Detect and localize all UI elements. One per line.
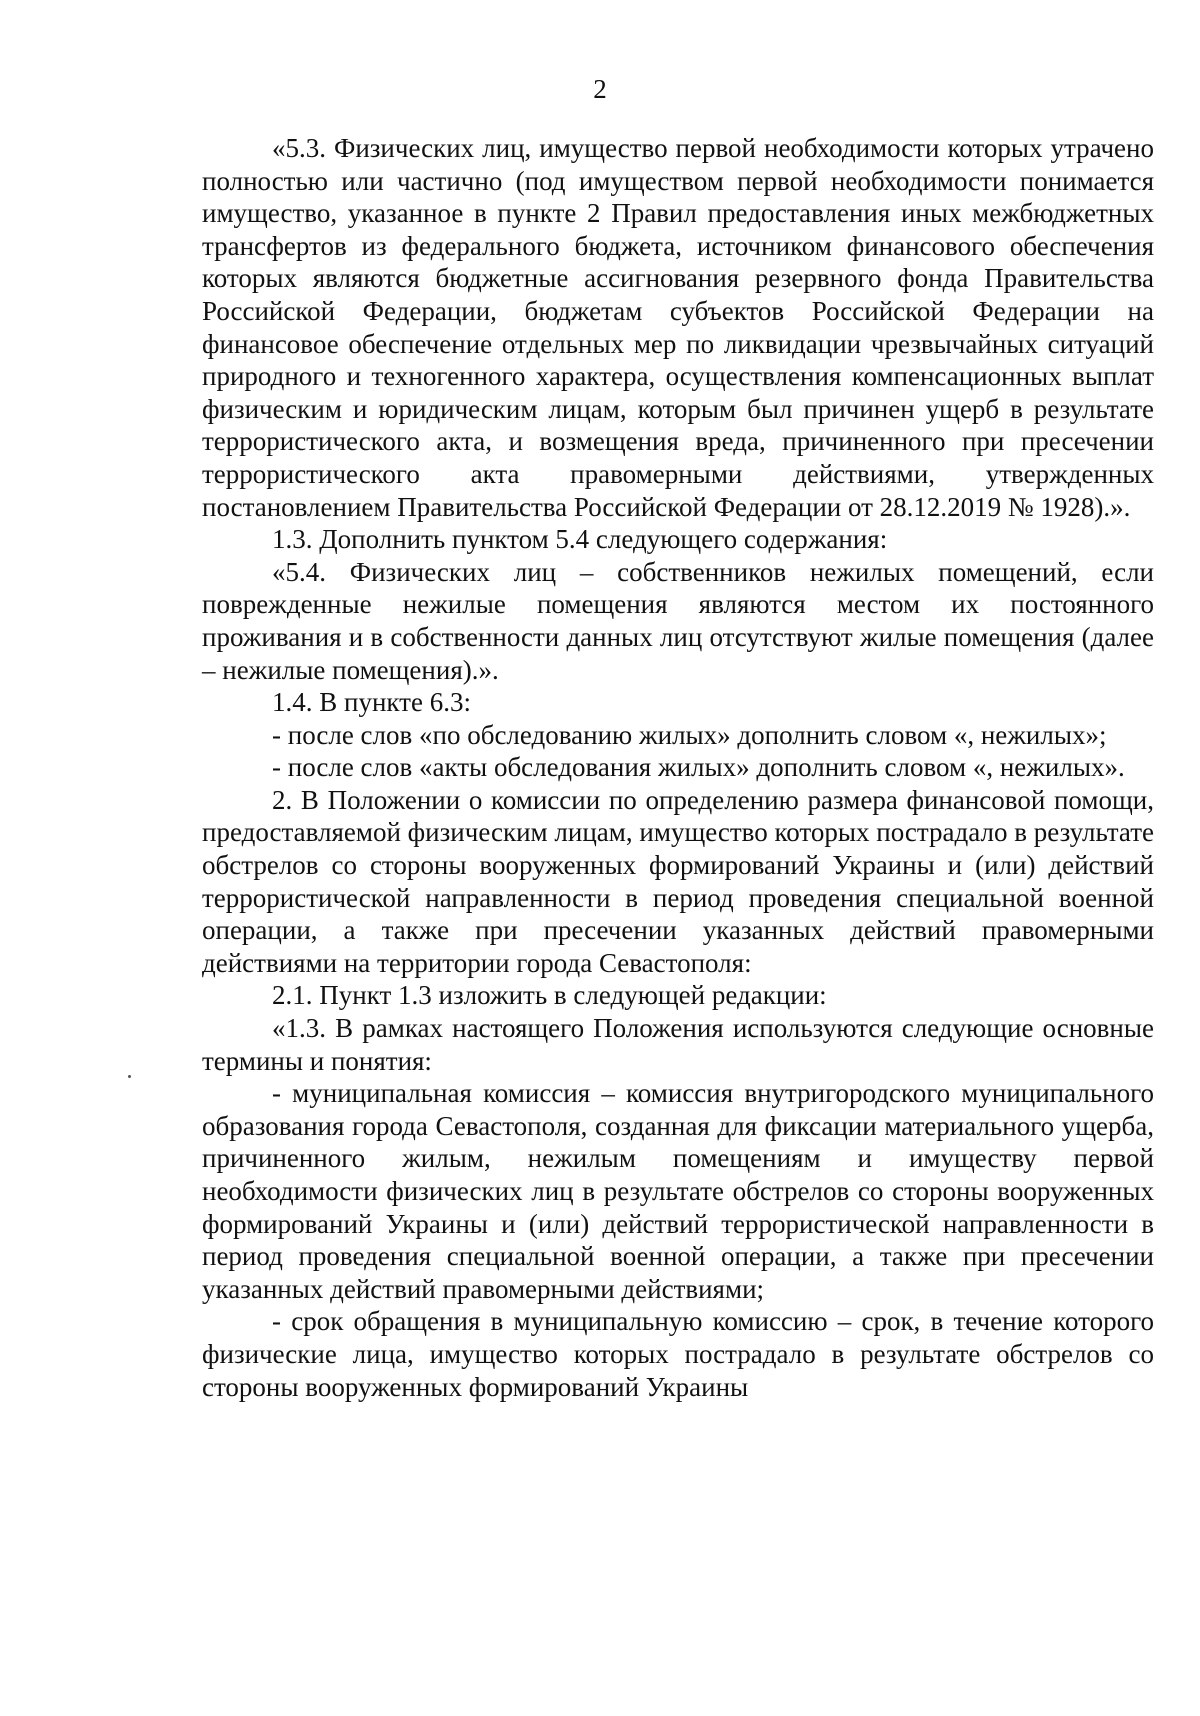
paragraph-5-3: «5.3. Физических лиц, имущество первой необходимости которых утрачено полностью или частично (под имуществом первой необходимости понимается имущество, указанное в пункте 2 Правил предоставления иных межбюджетных трансфертов из федерального бюджета, источником финансового обеспечения которых являются бюджетные ассигнования резервного фонда Правительства Российской Федерации, бюджетам субъектов Российской Федерации на финансовое обеспечение отдельных мер по ликвидации чрезвычайных ситуаций природного и техногенного характера, осуществления компенсационных выплат физическим и юридическим лицам, которым был причинен ущерб в результате террористического акта, и возмещения вреда, причиненного при пресечении террористического акта правомерными действиями, утвержденных постановлением Правительства Российской Федерации от 28.12.2019 № 1928).». xyxy=(202,133,1154,522)
scan-artifact-dot xyxy=(128,1075,131,1078)
list-item-municipal-commission: - муниципальная комиссия – комиссия внутригородского муниципального образования города Севастополя, созданная для фиксации материального ущерба, причиненного жилым, нежилым помещениям и имуществу первой необходимости физических лиц в результате обстрелов со стороны вооруженных формирований Украины и (или) действий террористической направленности в период проведения специальной военной операции, а также при пресечении указанных действий правомерными действиями; xyxy=(202,1078,1154,1304)
page-number: 2 xyxy=(593,74,607,104)
list-item-after-words-acts: - после слов «акты обследования жилых» дополнить словом «, нежилых». xyxy=(272,752,1125,783)
paragraph-2: 2. В Положении о комиссии по определению размера финансовой помощи, предоставляемой физическим лицам, имущество которых пострадало в результате обстрелов со стороны вооруженных формирований Украины и (или) действий террористической направленности в период проведения специальной военной операции, а также при пресечении указанных действий правомерными действиями на территории города Севастополя: xyxy=(202,784,1154,978)
list-item-after-words-survey: - после слов «по обследованию жилых» дополнить словом «, нежилых»; xyxy=(272,719,1107,750)
document-body xyxy=(202,132,1154,1403)
list-item-application-period: - срок обращения в муниципальную комиссию – срок, в течение которого физические лица, имущество которых пострадало в результате обстрелов со стороны вооруженных формирований Украины xyxy=(202,1306,1154,1402)
paragraph-5-4: «5.4. Физических лиц – собственников нежилых помещений, если поврежденные нежилые помещения являются местом их постоянного проживания и в собственности данных лиц отсутствуют жилые помещения (далее – нежилые помещения).». xyxy=(202,556,1154,685)
paragraph-1-3: 1.3. Дополнить пунктом 5.4 следующего содержания: xyxy=(272,524,888,555)
paragraph-1-3-terms: «1.3. В рамках настоящего Положения используются следующие основные термины и понятия: xyxy=(202,1013,1154,1076)
paragraph-1-4: 1.4. В пункте 6.3: xyxy=(272,687,471,718)
paragraph-2-1: 2.1. Пункт 1.3 изложить в следующей редакции: xyxy=(272,980,827,1011)
